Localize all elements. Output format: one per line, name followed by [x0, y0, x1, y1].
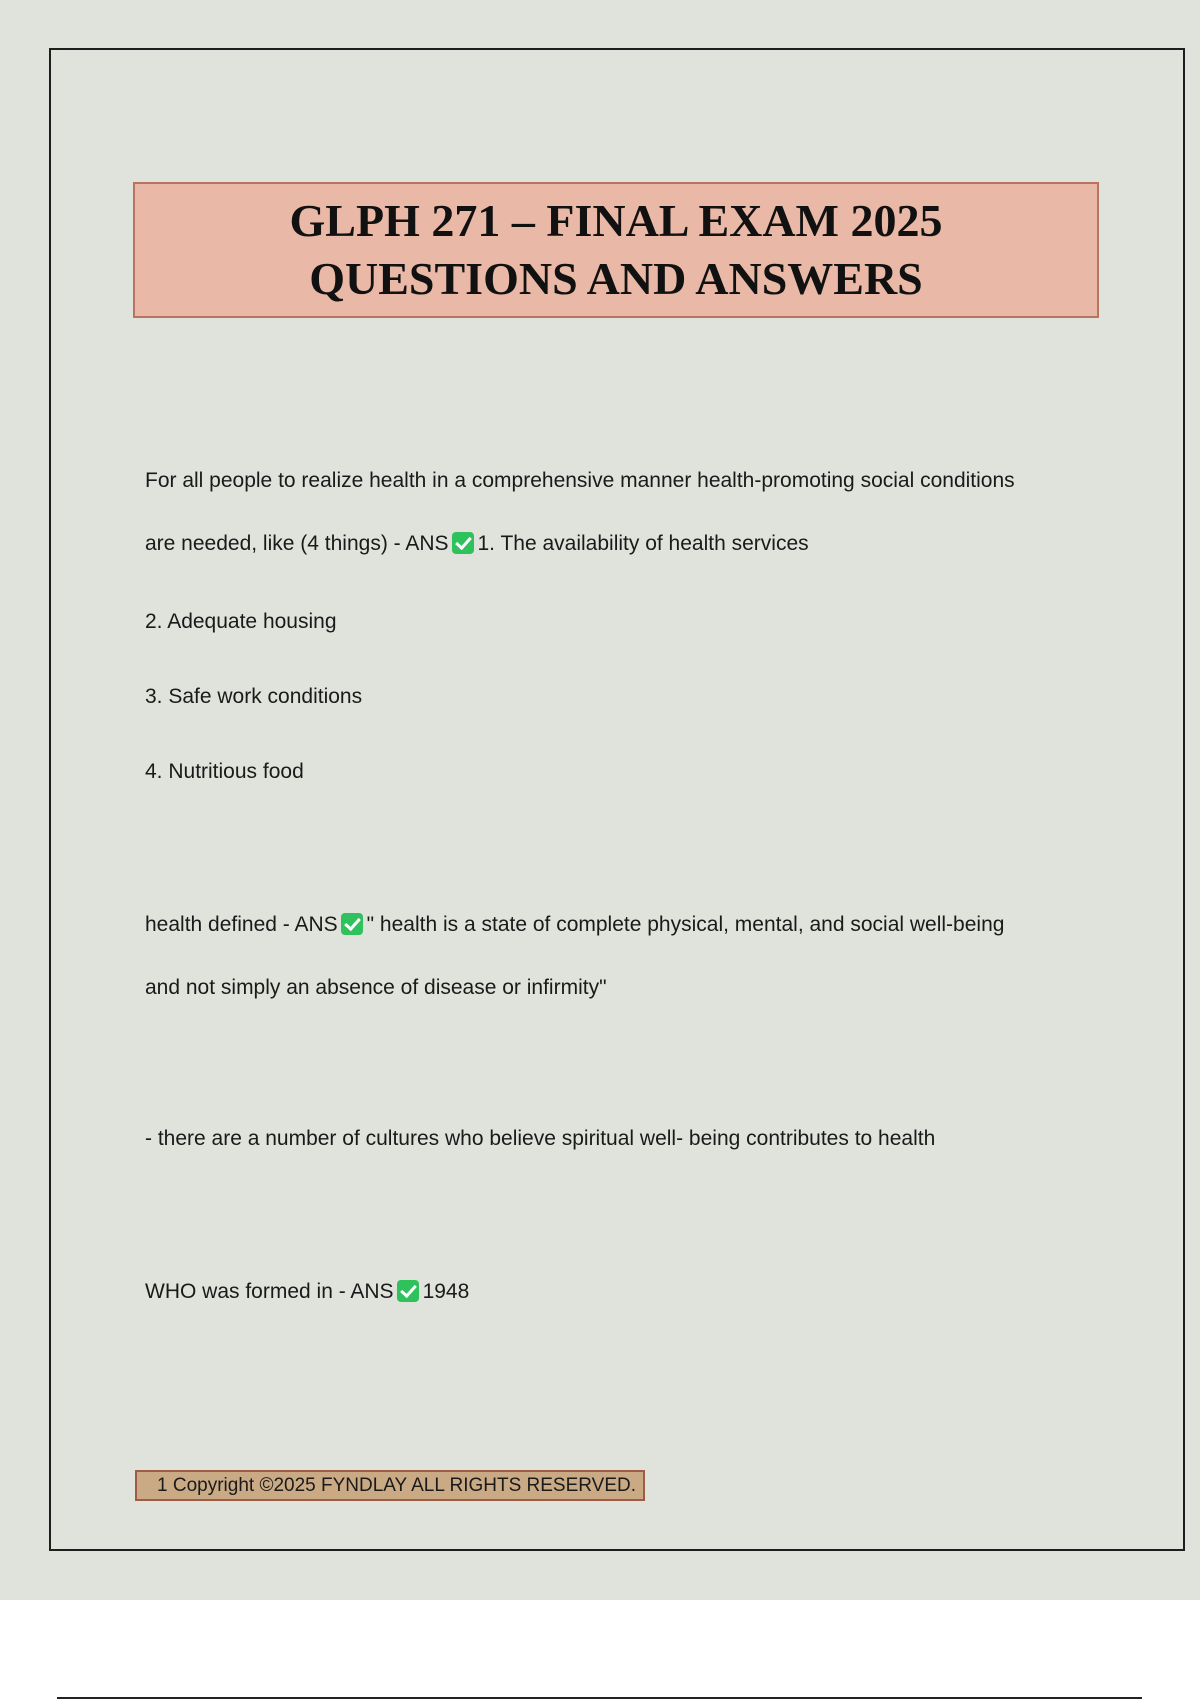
bottom-divider — [57, 1697, 1142, 1699]
question-1-line-1: For all people to realize health in a comprehensive manner health-promoting social conditions — [145, 469, 1015, 492]
answer-1-item-2: 2. Adequate housing — [145, 610, 337, 633]
answer-2-line-2: and not simply an absence of disease or infirmity" — [145, 976, 607, 999]
question-1-line-2 — [145, 530, 809, 558]
question-2-line-1 — [145, 911, 1004, 939]
question-1-prefix: are needed, like (4 things) - ANS — [145, 532, 449, 555]
question-3-prefix: WHO was formed in - ANS — [145, 1280, 394, 1303]
check-mark-icon — [341, 913, 363, 935]
answer-2-line-1: " health is a state of complete physical, mental, and social well-being — [366, 913, 1005, 936]
answer-1-item-3: 3. Safe work conditions — [145, 685, 363, 708]
document-title-line-1: GLPH 271 – FINAL EXAM 2025 — [289, 195, 943, 246]
question-2-prefix: health defined - ANS — [145, 913, 338, 936]
answer-1-item-1: 1. The availability of health services — [477, 532, 809, 555]
check-mark-icon — [397, 1280, 419, 1302]
answer-1-item-4: 4. Nutritious food — [145, 760, 304, 783]
question-3-line — [145, 1278, 469, 1306]
answer-2-note: - there are a number of cultures who believe spiritual well- being contributes to health — [145, 1127, 936, 1150]
copyright-footer — [135, 1470, 645, 1501]
answer-3: 1948 — [422, 1280, 470, 1303]
document-title-line-2: QUESTIONS AND ANSWERS — [309, 253, 923, 304]
check-mark-icon — [452, 532, 474, 554]
title-banner — [133, 182, 1099, 318]
copyright-text: 1 Copyright ©2025 FYNDLAY ALL RIGHTS RESERVED. — [157, 1474, 636, 1496]
